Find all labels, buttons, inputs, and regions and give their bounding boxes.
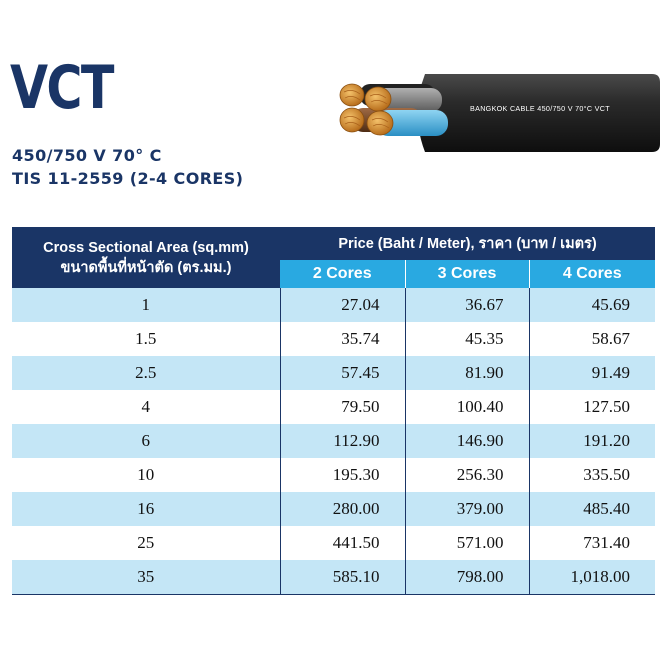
price-4core: 191.20 [529,424,655,458]
table-row [12,492,655,526]
table-row [12,458,655,492]
price-4core: 731.40 [529,526,655,560]
table-row [12,526,655,560]
price-2core: 79.50 [280,390,405,424]
price-3core: 146.90 [405,424,529,458]
price-3core: 36.67 [405,288,529,322]
table-row [12,560,655,595]
price-2core: 280.00 [280,492,405,526]
area-cell: 16 [12,492,280,526]
price-2core: 57.45 [280,356,405,390]
core-header-2: 2 Cores [280,260,405,288]
area-cell: 25 [12,526,280,560]
price-4core: 485.40 [529,492,655,526]
cable-illustration [330,70,660,160]
price-4core: 335.50 [529,458,655,492]
price-2core: 195.30 [280,458,405,492]
area-cell: 2.5 [12,356,280,390]
price-3core: 571.00 [405,526,529,560]
conductor-end [365,87,391,111]
price-header: Price (Baht / Meter), ราคา (บาท / เมตร) [280,227,655,260]
area-cell: 1 [12,288,280,322]
cable-print-label: BANGKOK CABLE 450/750 V 70°C VCT [470,104,610,113]
conductor-end [340,84,364,106]
price-2core: 441.50 [280,526,405,560]
price-4core: 58.67 [529,322,655,356]
area-header-th: ขนาดพื้นที่หน้าตัด (ตร.มม.) [60,259,232,276]
price-table [12,227,655,595]
price-4core: 1,018.00 [529,560,655,595]
price-4core: 91.49 [529,356,655,390]
table-row [12,322,655,356]
price-2core: 112.90 [280,424,405,458]
voltage-temperature-spec: 450/750 V 70° C [12,146,162,165]
price-3core: 256.30 [405,458,529,492]
area-cell: 10 [12,458,280,492]
price-4core: 127.50 [529,390,655,424]
standard-spec: TIS 11-2559 (2-4 CORES) [12,169,244,188]
price-2core: 27.04 [280,288,405,322]
table-row [12,288,655,322]
table-row [12,424,655,458]
price-3core: 379.00 [405,492,529,526]
product-title: VCT [10,53,113,123]
price-3core: 81.90 [405,356,529,390]
conductor-end [367,111,393,135]
conductor-end [340,108,364,132]
area-cell: 1.5 [12,322,280,356]
table-row [12,390,655,424]
area-header [12,227,280,288]
core-header-3: 3 Cores [405,260,529,288]
area-header-en: Cross Sectional Area (sq.mm) [43,239,249,256]
area-cell: 6 [12,424,280,458]
price-2core: 585.10 [280,560,405,595]
price-4core: 45.69 [529,288,655,322]
price-3core: 100.40 [405,390,529,424]
price-3core: 798.00 [405,560,529,595]
area-cell: 4 [12,390,280,424]
table-row [12,356,655,390]
core-header-4: 4 Cores [529,260,655,288]
cable-sheath [418,74,661,152]
area-cell: 35 [12,560,280,595]
price-3core: 45.35 [405,322,529,356]
price-2core: 35.74 [280,322,405,356]
